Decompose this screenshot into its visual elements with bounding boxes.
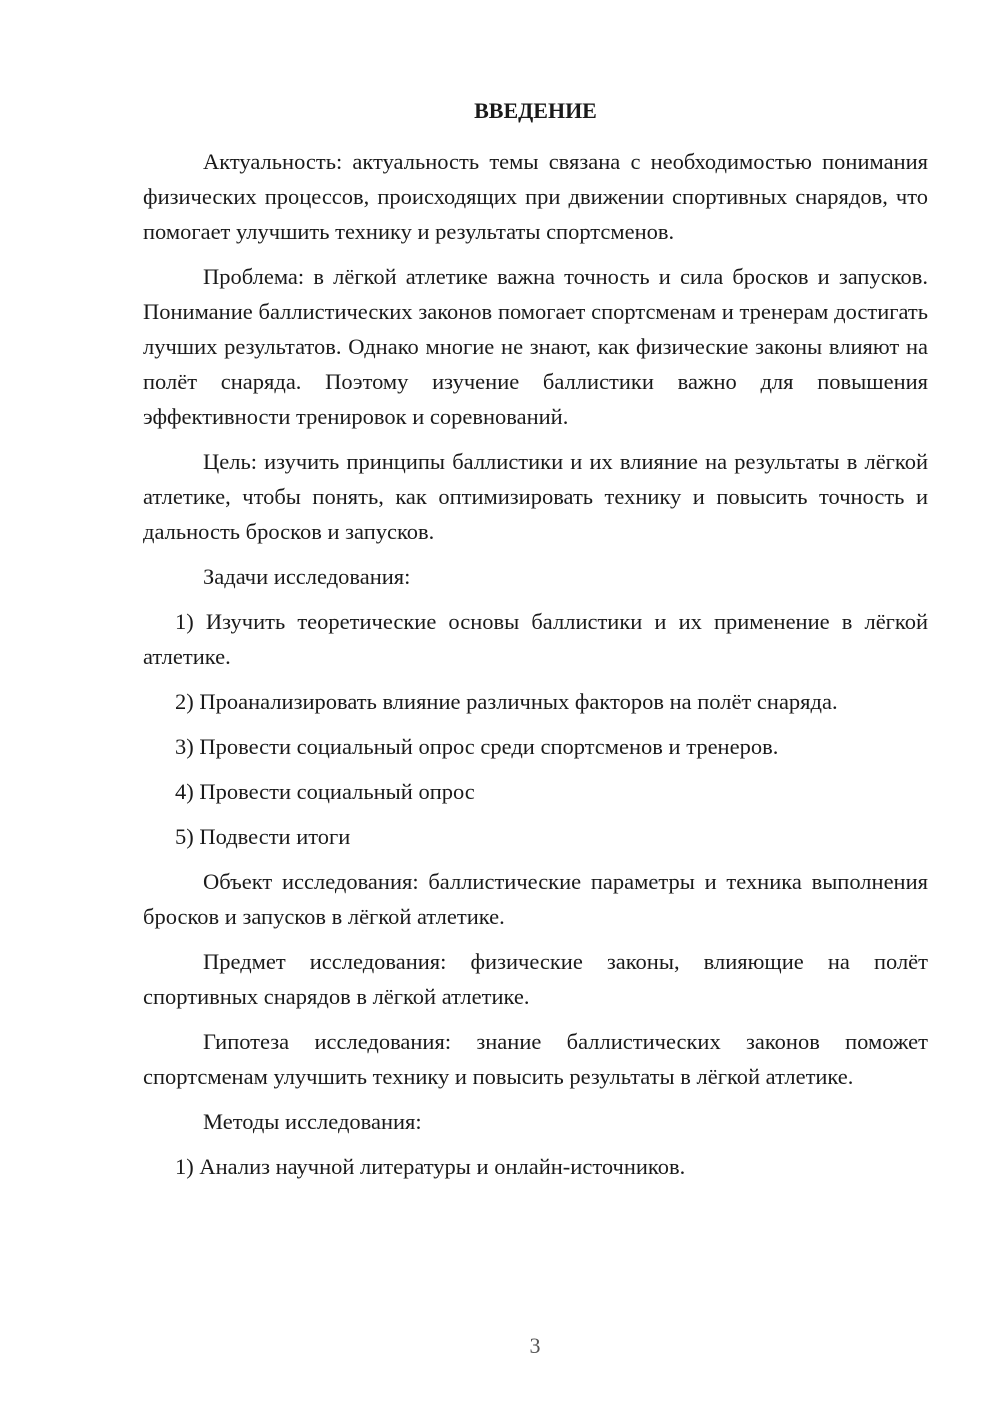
goal-paragraph: Цель: изучить принципы баллистики и их влияние на результаты в лёгкой атлетике, чтобы понять, как оптимизировать технику и повысить точность и дальность бросков и запусков. [143, 449, 928, 544]
task-item-1: 1) Изучить теоретические основы баллистики и их применение в лёгкой атлетике. [143, 609, 928, 669]
section-heading: ВВЕДЕНИЕ [474, 98, 597, 123]
relevance-paragraph: Актуальность: актуальность темы связана с необходимостью понимания физических процессов, происходящих при движении спортивных снарядов, что помогает улучшить технику и результаты спортсменов. [143, 149, 928, 244]
methods-title: Методы исследования: [203, 1109, 422, 1134]
tasks-title: Задачи исследования: [203, 564, 411, 589]
task-item-3: 3) Провести социальный опрос среди спортсменов и тренеров. [175, 734, 779, 759]
task-item-4: 4) Провести социальный опрос [175, 779, 475, 804]
document-page [143, 96, 928, 1194]
page-number: 3 [529, 1333, 541, 1358]
hypothesis-paragraph: Гипотеза исследования: знание баллистических законов поможет спортсменам улучшить технику и повысить результаты в лёгкой атлетике. [143, 1029, 928, 1089]
method-item-1: 1) Анализ научной литературы и онлайн-источников. [175, 1154, 686, 1179]
subject-paragraph: Предмет исследования: физические законы, влияющие на полёт спортивных снарядов в лёгкой атлетике. [143, 949, 928, 1009]
task-item-5: 5) Подвести итоги [175, 824, 351, 849]
task-item-2: 2) Проанализировать влияние различных факторов на полёт снаряда. [175, 689, 838, 714]
problem-paragraph: Проблема: в лёгкой атлетике важна точность и сила бросков и запусков. Понимание баллистических законов помогает спортсменам и тренерам достигать лучших результатов. Однако многие не знают, как физические законы влияют на полёт снаряда. Поэтому изучение баллистики важно для повышения эффективности тренировок и соревнований. [143, 264, 928, 429]
object-paragraph: Объект исследования: баллистические параметры и техника выполнения бросков и запусков в лёгкой атлетике. [143, 869, 928, 929]
